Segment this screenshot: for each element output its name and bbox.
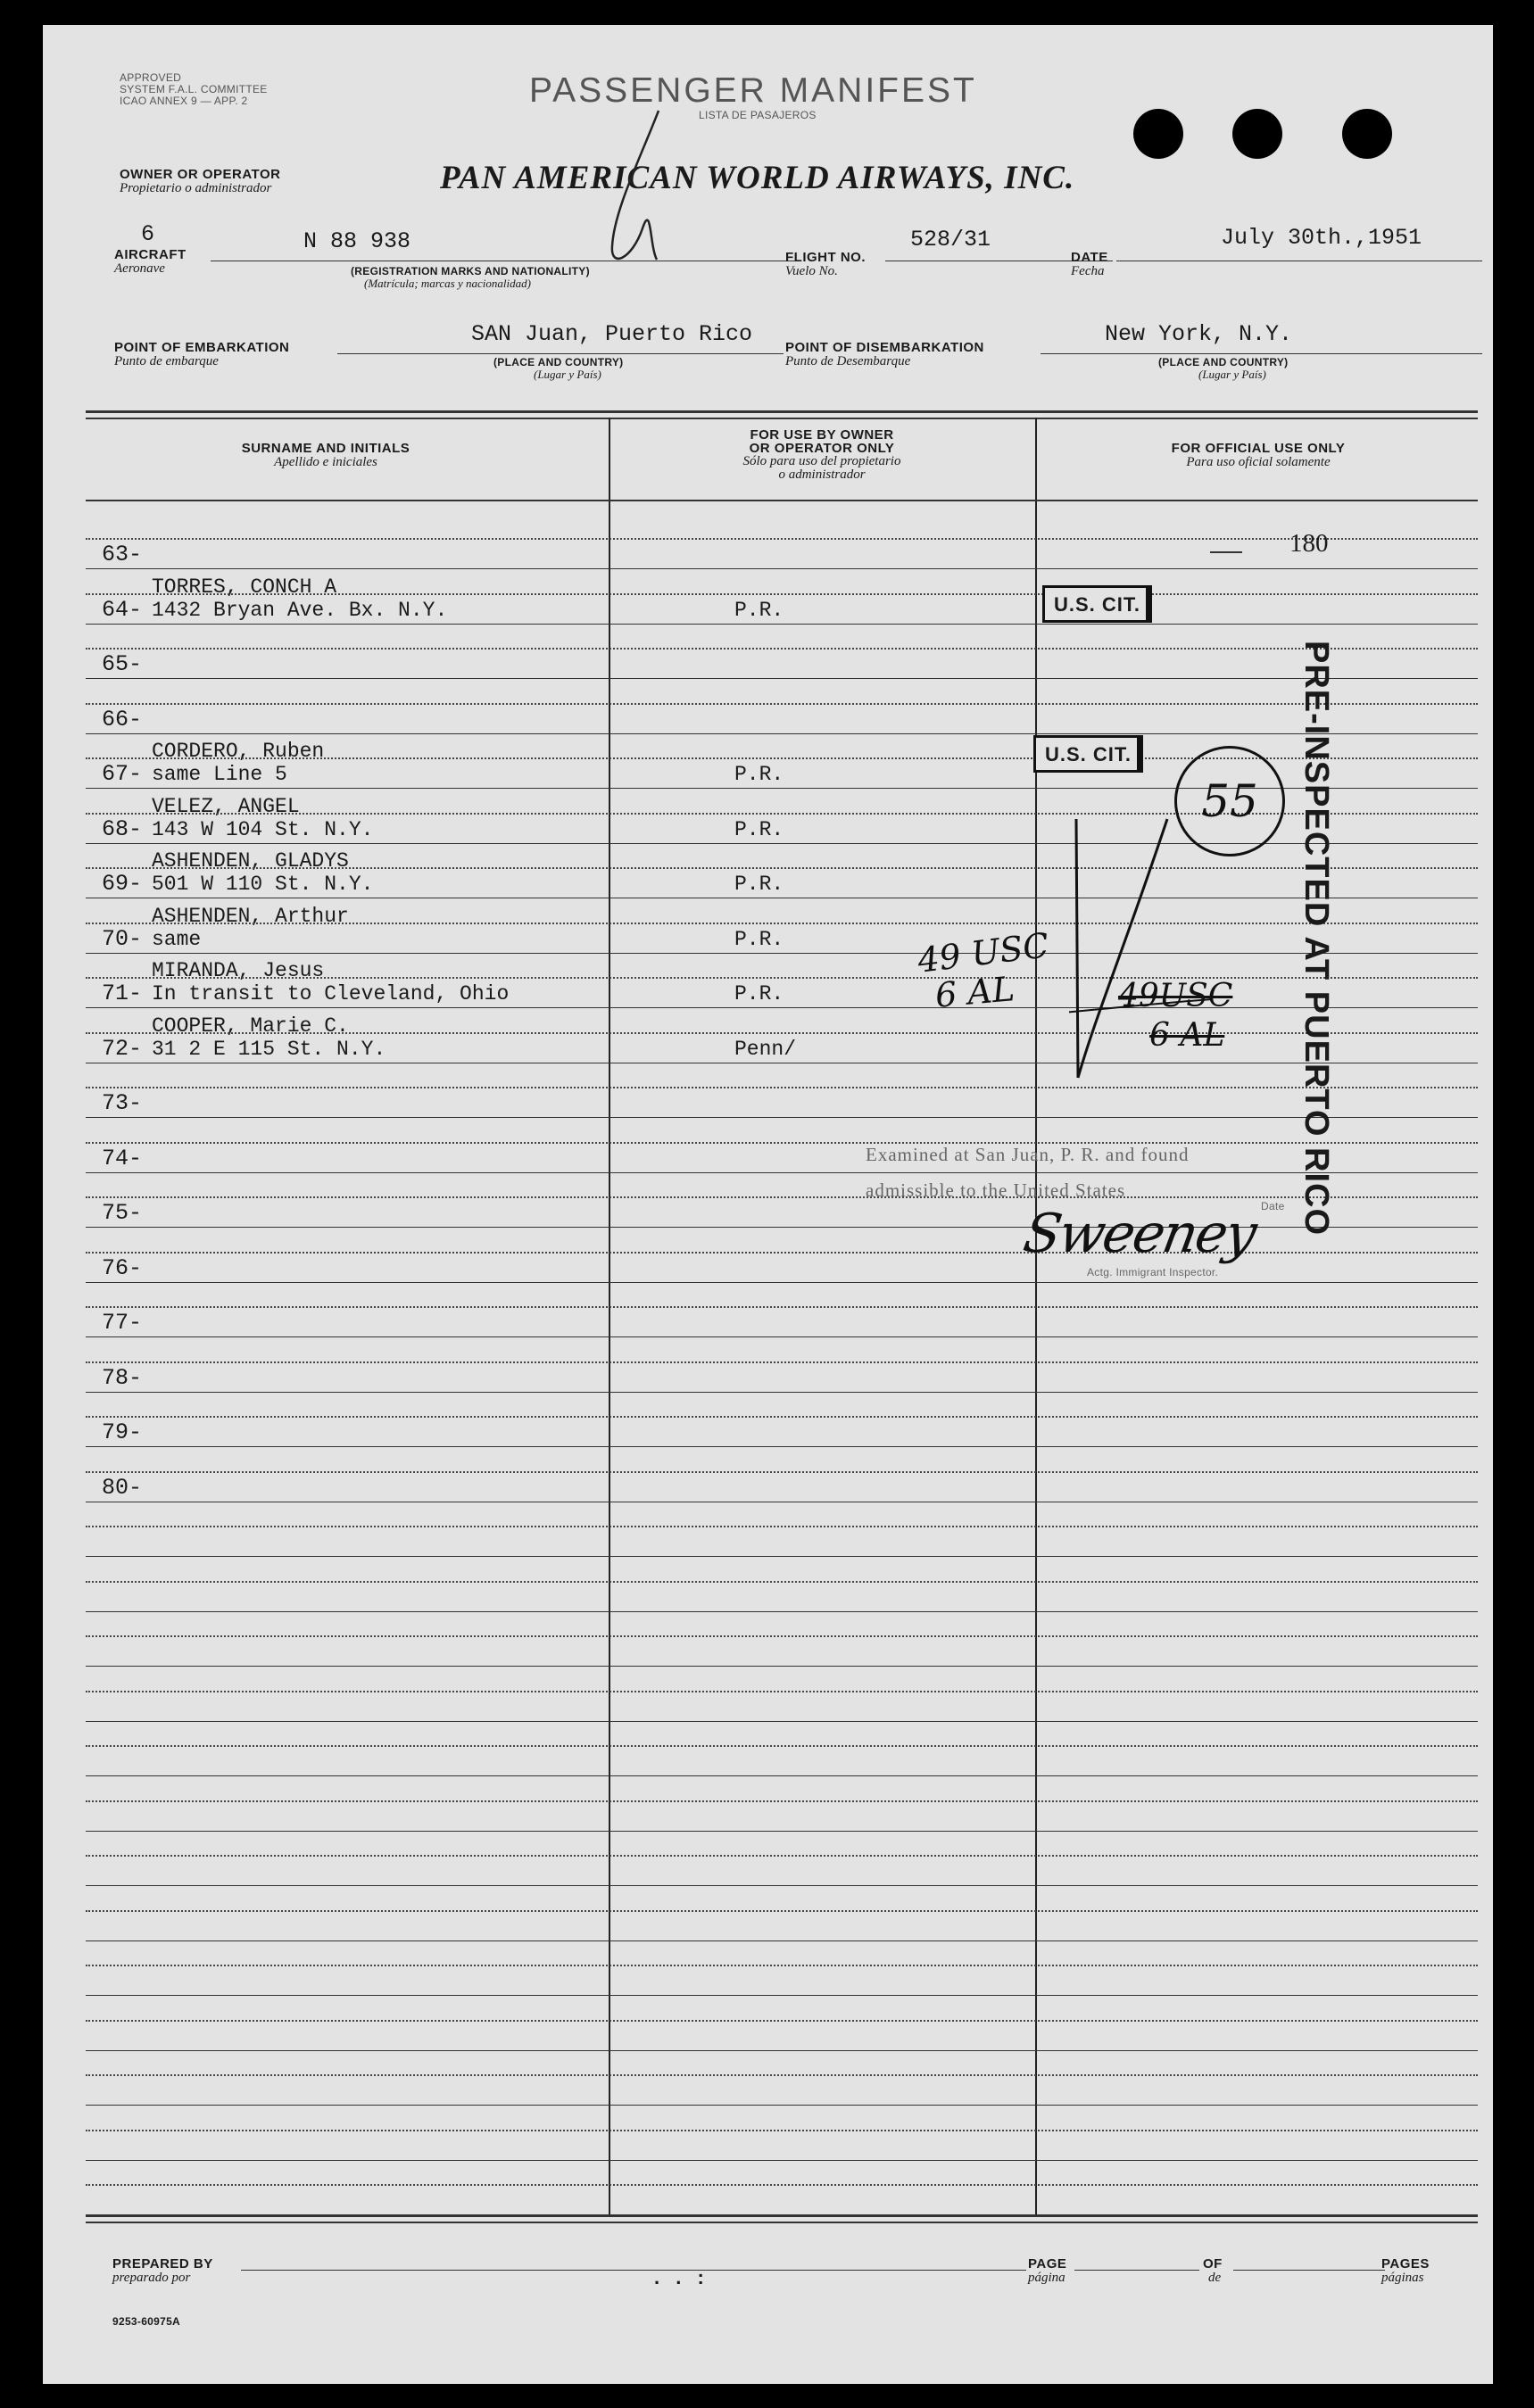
owner-use-mark: P.R.: [734, 982, 784, 1005]
owner-use-mark: P.R.: [734, 818, 784, 841]
passenger-address: 31 2 E 115 St. N.Y.: [152, 1038, 386, 1061]
pages-label-es: páginas: [1381, 2271, 1424, 2285]
punch-hole: [1342, 109, 1392, 159]
blank-line-dotted: [86, 2130, 1478, 2131]
embark-label-es: Punto de embarque: [114, 354, 219, 368]
blank-line-dotted: [86, 2184, 1478, 2186]
row-divider-dotted: [86, 1252, 1478, 1254]
aircraft-label-es: Aeronave: [114, 261, 165, 276]
passenger-name: COOPER, Marie C.: [152, 1014, 349, 1038]
row-divider-dotted: [86, 648, 1478, 650]
flight-label: FLIGHT NO.: [785, 250, 866, 265]
owner-label: OWNER OR OPERATOR: [120, 167, 281, 182]
embark-value: SAN Juan, Puerto Rico: [471, 321, 753, 347]
blank-line: [86, 2105, 1478, 2106]
row-number: 78-: [102, 1365, 143, 1391]
row-divider: [86, 953, 1478, 954]
row-number: 80-: [102, 1475, 143, 1501]
row-number: 67-: [102, 761, 143, 787]
passenger-name: ASHENDEN, Arthur: [152, 905, 349, 928]
row-number: 63-: [102, 542, 143, 567]
blank-line: [86, 1721, 1478, 1722]
owner-use-mark: P.R.: [734, 928, 784, 951]
row-divider-dotted: [86, 593, 1478, 595]
aircraft-number: 6: [141, 221, 155, 247]
aircraft-label: AIRCRAFT: [114, 247, 187, 262]
page-label: PAGE: [1028, 2256, 1067, 2271]
inspector-label: Actg. Immigrant Inspector.: [1087, 1266, 1219, 1278]
handwritten-code: 49 USC: [915, 925, 1051, 981]
date-value: July 30th.,1951: [1221, 225, 1422, 251]
passenger-address: 143 W 104 St. N.Y.: [152, 818, 374, 841]
row-number: 74-: [102, 1146, 143, 1171]
approval-line: ICAO ANNEX 9 — APP. 2: [120, 95, 248, 107]
row-divider-dotted: [86, 867, 1478, 869]
row-number: 68-: [102, 816, 143, 842]
blank-line: [86, 1666, 1478, 1667]
flight-label-es: Vuelo No.: [785, 264, 838, 278]
disembark-caption-es: (Lugar y País): [1198, 368, 1266, 381]
passenger-address: same Line 5: [152, 763, 287, 786]
row-divider: [86, 1446, 1478, 1447]
row-divider-dotted: [86, 923, 1478, 924]
owner-use-mark: Penn/: [734, 1038, 797, 1061]
col-official-header-es: Para uso oficial solamente: [1186, 455, 1331, 469]
ink-marks: . . :: [654, 2266, 709, 2288]
row-divider-dotted: [86, 1032, 1478, 1034]
passenger-name: TORRES, CONCH A: [152, 575, 337, 599]
row-divider-dotted: [86, 757, 1478, 759]
row-divider: [86, 1336, 1478, 1337]
disembark-caption: (PLACE AND COUNTRY): [1158, 356, 1289, 368]
row-number: 72-: [102, 1036, 143, 1062]
row-divider-dotted: [86, 977, 1478, 979]
approval-line: SYSTEM F.A.L. COMMITTEE: [120, 83, 268, 95]
passenger-address: In transit to Cleveland, Ohio: [152, 982, 510, 1005]
blank-line: [86, 1885, 1478, 1886]
disembark-label: POINT OF DISEMBARKATION: [785, 340, 984, 355]
pen-marks: [1069, 792, 1221, 1096]
approval-line: APPROVED: [120, 71, 182, 84]
handwritten-code: 6 AL: [933, 969, 1016, 1015]
flight-number: 528/31: [910, 227, 991, 252]
row-divider-dotted: [86, 1196, 1478, 1198]
blank-line-dotted: [86, 1855, 1478, 1857]
row-number: 71-: [102, 981, 143, 1006]
circled-count: 55: [1174, 746, 1285, 856]
exam-text-line: Examined at San Juan, P. R. and found: [866, 1144, 1190, 1165]
blank-line: [86, 2160, 1478, 2161]
passenger-name: CORDERO, Ruben: [152, 740, 325, 763]
blank-line-dotted: [86, 1965, 1478, 1966]
blank-line: [86, 1611, 1478, 1612]
row-divider: [86, 1227, 1478, 1228]
passenger-address: 501 W 110 St. N.Y.: [152, 873, 374, 896]
col-owner-line-es: Sólo para uso del propietario: [742, 454, 901, 468]
row-divider-dotted: [86, 1142, 1478, 1144]
passenger-address: 1432 Bryan Ave. Bx. N.Y.: [152, 599, 448, 622]
inspector-signature: Sweeney: [1018, 1203, 1260, 1265]
row-number: 64-: [102, 597, 143, 623]
of-label-es: de: [1208, 2271, 1222, 2285]
passenger-name: VELEZ, ANGEL: [152, 795, 300, 818]
blank-line-dotted: [86, 2074, 1478, 2076]
blank-line: [86, 1556, 1478, 1557]
row-divider: [86, 678, 1478, 679]
passenger-count: 180: [1289, 529, 1329, 558]
registration-caption-es: (Matrícula; marcas y nacionalidad): [364, 277, 531, 290]
col-surname-header: SURNAME AND INITIALS: [241, 441, 410, 456]
prepared-label: PREPARED BY: [112, 2256, 213, 2271]
row-divider: [86, 1117, 1478, 1118]
punch-hole: [1232, 109, 1282, 159]
blank-line: [86, 2050, 1478, 2051]
page-title-es: LISTA DE PASAJEROS: [699, 109, 817, 121]
disembark-label-es: Punto de Desembarque: [785, 354, 911, 368]
row-number: 66-: [102, 707, 143, 732]
passenger-name: MIRANDA, Jesus: [152, 959, 325, 982]
row-divider: [86, 1007, 1478, 1008]
row-number: 65-: [102, 651, 143, 677]
registration-value: N 88 938: [303, 228, 411, 254]
owner-label-es: Propietario o administrador: [120, 181, 272, 195]
blank-line: [86, 1940, 1478, 1941]
row-divider: [86, 733, 1478, 734]
embark-caption: (PLACE AND COUNTRY): [493, 356, 624, 368]
row-number: 73-: [102, 1090, 143, 1116]
row-divider-dotted: [86, 1361, 1478, 1363]
col-owner-line-es: o administrador: [778, 468, 866, 482]
us-citizen-stamp: U.S. CIT.: [1033, 735, 1143, 773]
date-label-es: Fecha: [1071, 264, 1105, 278]
handwritten-code-struck: 49USC: [1118, 978, 1233, 1014]
handwritten-code-struck: 6 AL: [1149, 1017, 1225, 1054]
of-label: OF: [1203, 2256, 1223, 2271]
row-divider-dotted: [86, 1416, 1478, 1418]
owner-use-mark: P.R.: [734, 599, 784, 622]
passenger-address: same: [152, 928, 202, 951]
disembark-value: New York, N.Y.: [1105, 321, 1293, 347]
blank-line: [86, 1775, 1478, 1776]
blank-line-dotted: [86, 1691, 1478, 1692]
row-divider-dotted: [86, 1471, 1478, 1473]
col-owner-line: OR OPERATOR ONLY: [749, 441, 895, 456]
pen-stroke: [587, 103, 694, 282]
blank-line-dotted: [86, 1581, 1478, 1583]
form-number: 9253-60975A: [112, 2315, 181, 2328]
page-title: PASSENGER MANIFEST: [529, 71, 977, 110]
row-divider: [86, 1282, 1478, 1283]
row-divider-dotted: [86, 538, 1478, 540]
row-divider: [86, 843, 1478, 844]
row-divider: [86, 1172, 1478, 1173]
prepared-label-es: preparado por: [112, 2271, 191, 2285]
exam-text-line: admissible to the United States: [866, 1179, 1126, 1201]
blank-line-dotted: [86, 1910, 1478, 1912]
pages-label: PAGES: [1381, 2256, 1430, 2271]
embark-caption-es: (Lugar y País): [534, 368, 601, 381]
manifest-sheet: [43, 25, 1493, 2384]
row-divider: [86, 624, 1478, 625]
row-number: 69-: [102, 871, 143, 897]
blank-line-dotted: [86, 1526, 1478, 1527]
owner-use-mark: P.R.: [734, 763, 784, 786]
embark-label: POINT OF EMBARKATION: [114, 340, 290, 355]
blank-line-dotted: [86, 1745, 1478, 1747]
blank-line-dotted: [86, 1800, 1478, 1802]
row-divider: [86, 1392, 1478, 1393]
row-divider-dotted: [86, 1306, 1478, 1308]
col-official-header: FOR OFFICIAL USE ONLY: [1171, 441, 1346, 456]
registration-caption: (REGISTRATION MARKS AND NATIONALITY): [351, 265, 590, 277]
row-divider: [86, 568, 1478, 569]
row-divider-dotted: [86, 703, 1478, 705]
blank-line-dotted: [86, 2020, 1478, 2022]
row-divider-dotted: [86, 1087, 1478, 1088]
col-surname-header-es: Apellido e iniciales: [274, 455, 377, 469]
approval-block: [120, 72, 268, 107]
row-number: 76-: [102, 1255, 143, 1281]
owner-use-mark: P.R.: [734, 873, 784, 896]
punch-hole: [1133, 109, 1183, 159]
blank-line-dotted: [86, 1635, 1478, 1637]
passenger-name: ASHENDEN, GLADYS: [152, 849, 349, 873]
col-owner-header: [609, 428, 1035, 482]
row-number: 79-: [102, 1419, 143, 1445]
us-citizen-stamp: U.S. CIT.: [1042, 585, 1152, 623]
row-number: 77-: [102, 1310, 143, 1336]
page-label-es: página: [1028, 2271, 1066, 2285]
blank-line: [86, 1831, 1478, 1832]
blank-line: [86, 1995, 1478, 1996]
operator-name: PAN AMERICAN WORLD AIRWAYS, INC.: [440, 160, 1075, 196]
exam-date-label: Date: [1261, 1200, 1285, 1212]
row-number: 75-: [102, 1200, 143, 1226]
col-owner-line: FOR USE BY OWNER: [750, 427, 894, 443]
pre-inspected-stamp: PRE-INSPECTED AT PUERTO RICO: [1298, 641, 1335, 1237]
row-number: 70-: [102, 926, 143, 952]
date-label: DATE: [1071, 250, 1108, 265]
